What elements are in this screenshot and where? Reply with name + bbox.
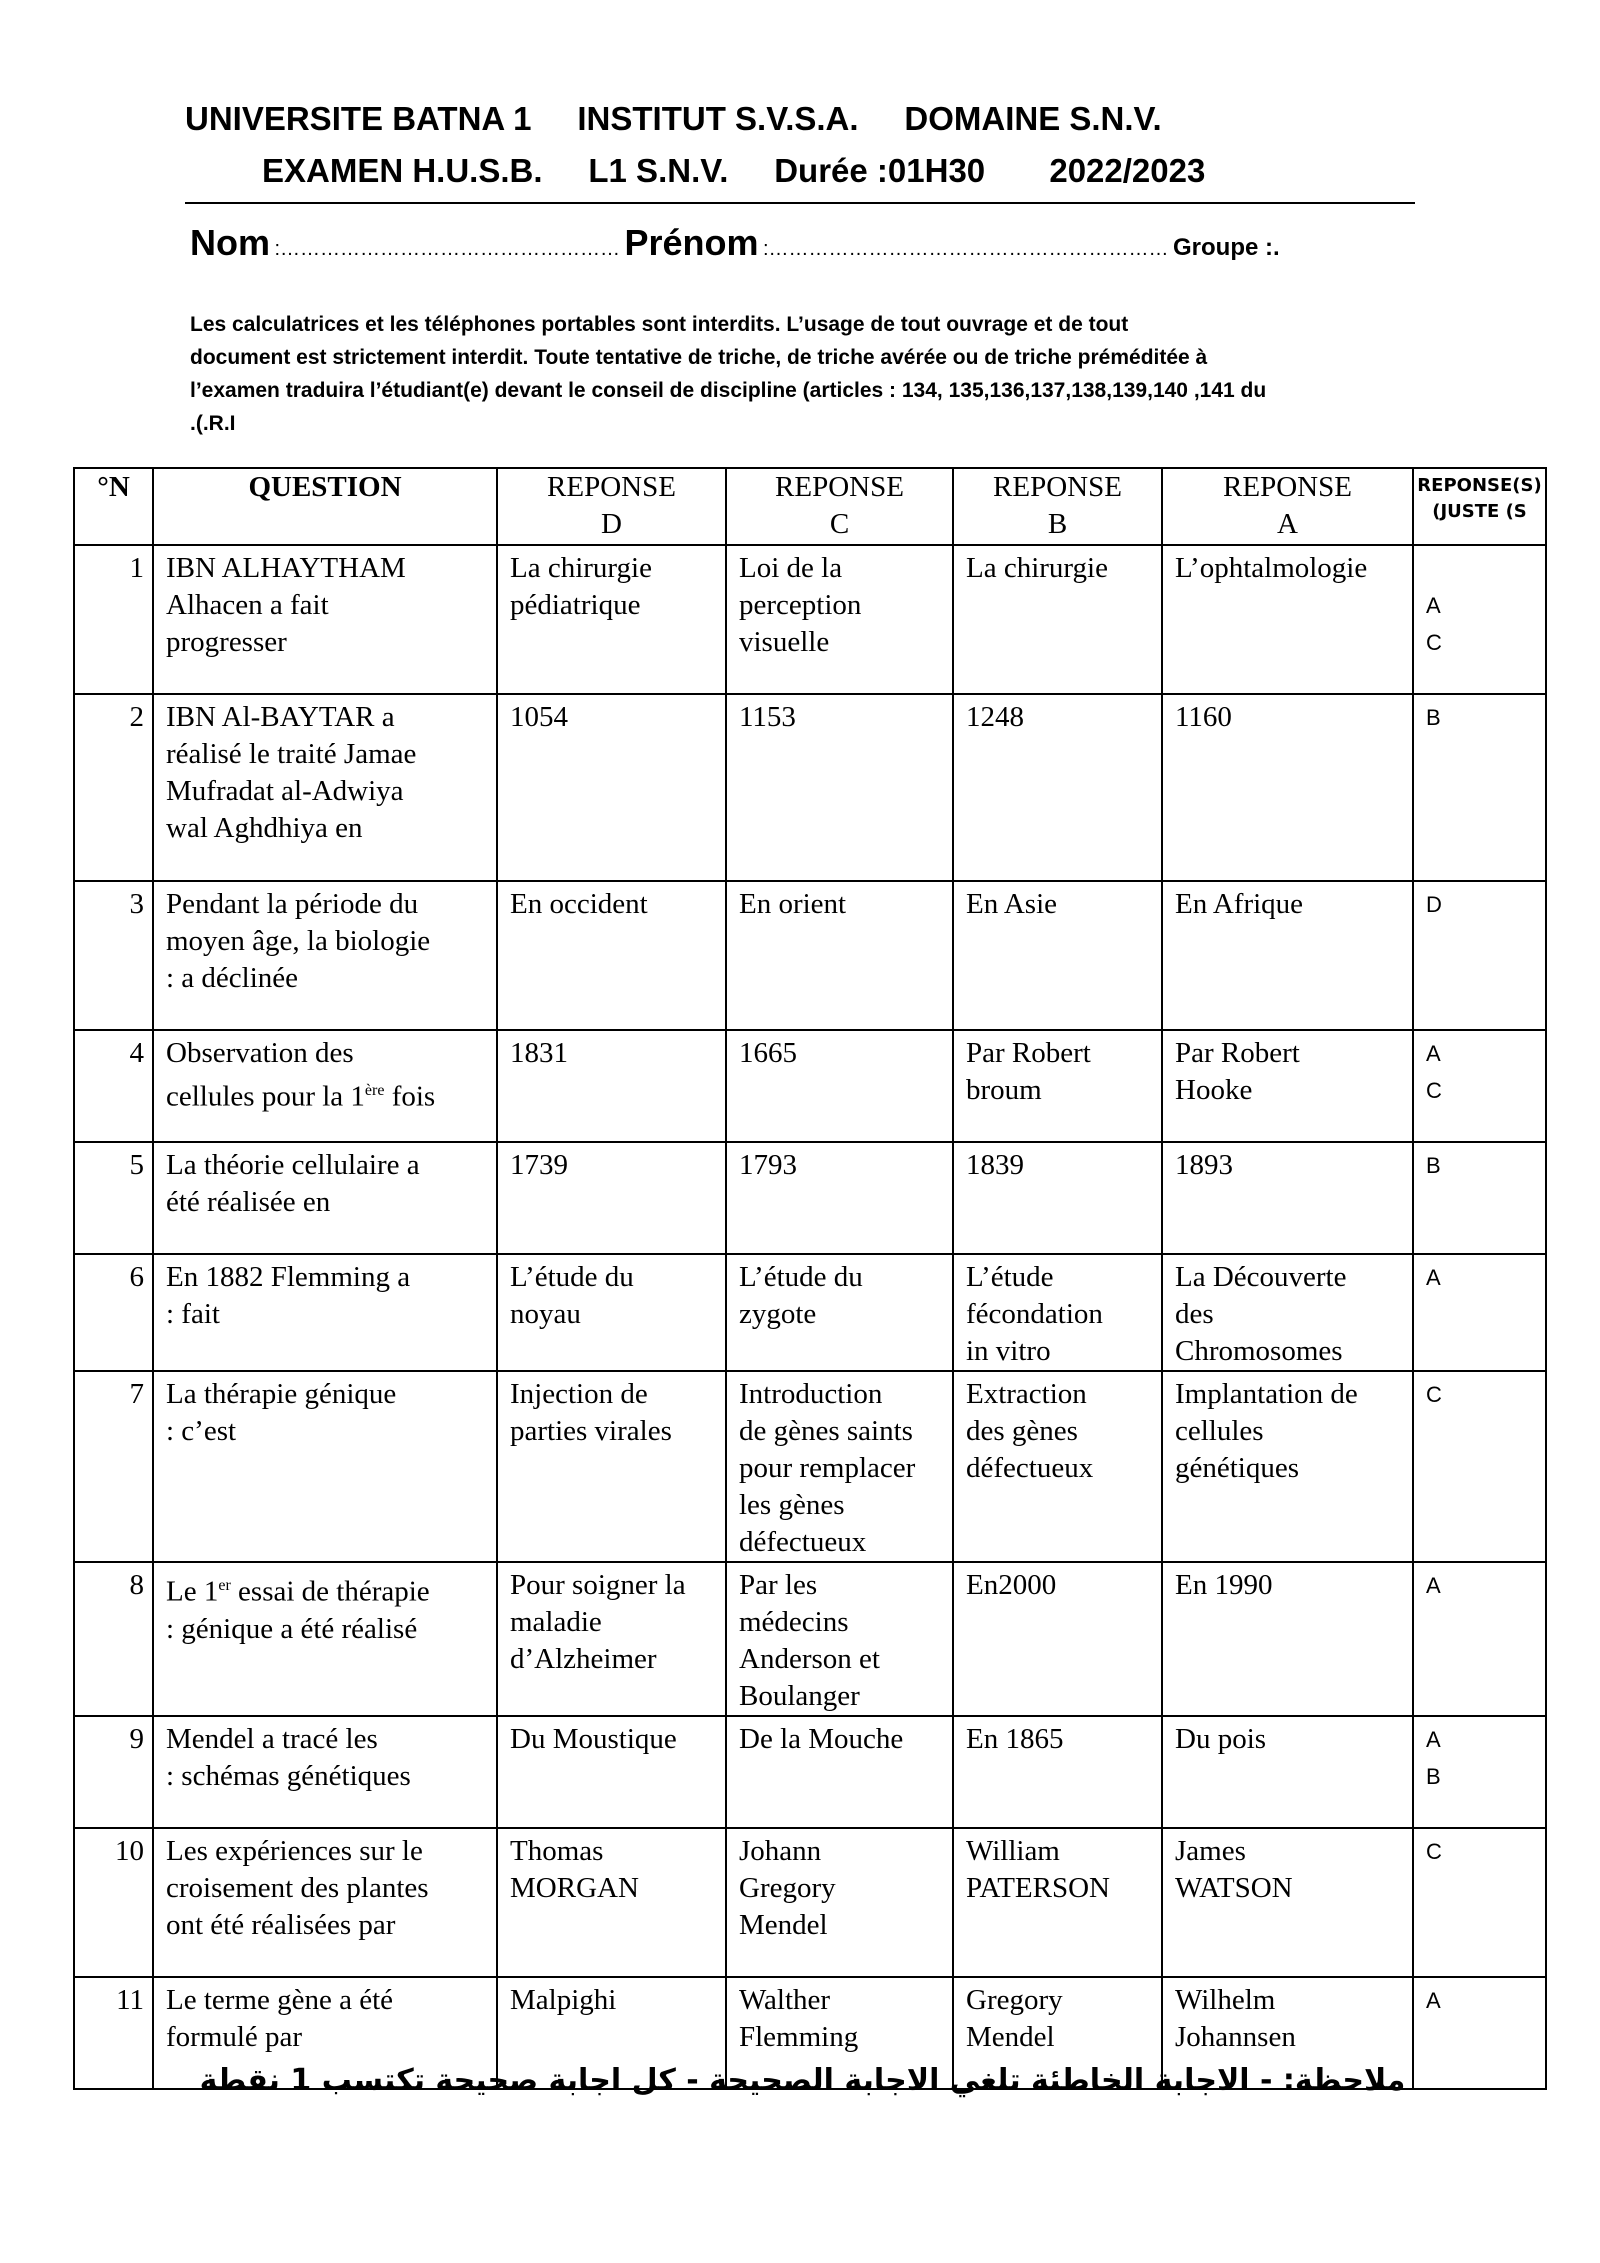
- question-cell: [153, 1142, 497, 1254]
- cell-line: Walther: [739, 1984, 831, 2016]
- nom-field[interactable]: :……………………………………………: [274, 238, 621, 260]
- number-cell: 5: [74, 1142, 153, 1254]
- correct-answer-cell: [1413, 1142, 1546, 1254]
- cell-line: MORGAN: [510, 1872, 639, 1904]
- question-cell: [153, 545, 497, 694]
- cell-line: En occident: [510, 888, 648, 920]
- cell-line: La chirurgie: [966, 552, 1108, 584]
- number-cell: 2: [74, 694, 153, 881]
- answer-a-cell: [1162, 1716, 1413, 1828]
- prenom-field[interactable]: :……………………………………………………: [762, 238, 1169, 260]
- cell-line: De la Mouche: [739, 1723, 904, 1755]
- instruction-line: l’examen traduira l’étudiant(e) devant le conseil de discipline (articles : 134, 135,136,137,138,139,140 ,141 du: [190, 379, 1267, 402]
- answer-b-cell: [953, 1371, 1162, 1562]
- answer-c-cell: [726, 1716, 953, 1828]
- header-letter: A: [1277, 508, 1298, 540]
- answer-d-cell: [497, 1562, 726, 1716]
- answer-b-cell: [953, 545, 1162, 694]
- cell-line: Johann: [739, 1835, 822, 1867]
- cell-line: Les expériences sur le: [166, 1835, 423, 1867]
- cell-line: des gènes: [966, 1415, 1078, 1447]
- cell-line: Implantation de: [1175, 1378, 1358, 1410]
- answer-b-cell: [953, 694, 1162, 881]
- header-label: REPONSE: [993, 471, 1122, 503]
- header-label: REPONSE: [1223, 471, 1352, 503]
- cell-line: : génique a été réalisé: [166, 1612, 418, 1645]
- cell-line: Chromosomes: [1175, 1335, 1343, 1367]
- cell-line: 1248: [966, 701, 1024, 733]
- table-row: [74, 694, 1546, 881]
- cell-line: A: [1426, 1573, 1441, 1598]
- cell-line: 1153: [739, 701, 796, 733]
- table-row: [74, 1030, 1546, 1142]
- cell-line: moyen âge, la biologie: [166, 925, 431, 957]
- answer-d-cell: [497, 1828, 726, 1977]
- number-cell: 1: [74, 545, 153, 694]
- cell-line: L’étude du: [739, 1261, 863, 1293]
- cell-line: formulé par: [166, 2021, 303, 2053]
- cell-line: : c’est: [166, 1415, 237, 1447]
- cell-line: A: [1426, 1265, 1441, 1290]
- correct-answer-cell: [1413, 1716, 1546, 1828]
- answer-d-cell: [497, 1142, 726, 1254]
- number-cell: 4: [74, 1030, 153, 1142]
- number-cell: 8: [74, 1562, 153, 1716]
- header-letter: C: [829, 508, 850, 540]
- correct-answer-cell: [1413, 1828, 1546, 1977]
- cell-line: des: [1175, 1298, 1214, 1330]
- cell-line: Par Robert: [1175, 1037, 1300, 1069]
- cell-line: L’étude du: [510, 1261, 634, 1293]
- question-cell: [153, 1716, 497, 1828]
- cell-line: Pour soigner la: [510, 1569, 686, 1601]
- header-reponse-a: [1162, 468, 1413, 545]
- header-line-1: UNIVERSITE BATNA 1 INSTITUT S.V.S.A. DOMAINE S.N.V.: [185, 100, 1162, 137]
- table-row: [74, 1716, 1546, 1828]
- cell-line: cellules: [1175, 1415, 1264, 1447]
- table-row: [74, 1254, 1546, 1371]
- header-label: (JUSTE (S: [1432, 501, 1527, 522]
- correct-answer-cell: [1413, 545, 1546, 694]
- cell-line: Observation des: [166, 1037, 354, 1069]
- cell-line: La thérapie génique: [166, 1378, 397, 1410]
- cell-line: A: [1426, 1988, 1441, 2013]
- answer-c-cell: [726, 1371, 953, 1562]
- number-cell: 6: [74, 1254, 153, 1371]
- answer-a-cell: [1162, 545, 1413, 694]
- cell-line: Le terme gène a été: [166, 1984, 394, 2016]
- header-answers: [1413, 468, 1546, 545]
- cell-line: La théorie cellulaire a: [166, 1149, 420, 1181]
- cell-line: ont été réalisées par: [166, 1909, 396, 1941]
- cell-line: En Afrique: [1175, 888, 1304, 920]
- correct-answer-cell: [1413, 1254, 1546, 1371]
- answer-a-cell: [1162, 1030, 1413, 1142]
- cell-line: B: [1426, 1764, 1441, 1789]
- cell-line: pour remplacer: [739, 1452, 916, 1484]
- header-reponse-d: [497, 468, 726, 545]
- cell-line: Mendel: [966, 2021, 1055, 2053]
- cell-line: Hooke: [1175, 1074, 1253, 1106]
- header-letter: B: [1047, 508, 1068, 540]
- number-cell: 3: [74, 881, 153, 1030]
- answer-b-cell: [953, 1716, 1162, 1828]
- cell-line: été réalisée en: [166, 1186, 331, 1218]
- prenom-label: Prénom: [624, 222, 759, 263]
- cell-line: croisement des plantes: [166, 1872, 429, 1904]
- number-cell: 10: [74, 1828, 153, 1977]
- cell-line: En 1865: [966, 1723, 1064, 1755]
- cell-line: D: [1426, 892, 1442, 917]
- cell-line: C: [1426, 630, 1442, 655]
- cell-line: visuelle: [739, 626, 830, 658]
- cell-line: Injection de: [510, 1378, 648, 1410]
- answer-d-cell: [497, 1716, 726, 1828]
- cell-line: Flemming: [739, 2021, 859, 2053]
- cell-line: cellules pour la 1ère fois: [166, 1080, 436, 1113]
- exam-table: [73, 467, 1547, 2090]
- answer-c-cell: [726, 1142, 953, 1254]
- cell-line: progresser: [166, 626, 287, 658]
- table-row: [74, 1828, 1546, 1977]
- cell-line: A: [1426, 1727, 1441, 1752]
- answer-d-cell: [497, 881, 726, 1030]
- cell-line: : fait: [166, 1298, 220, 1330]
- header-line-2: EXAMEN H.U.S.B. L1 S.N.V. Durée :01H30 2022/2023: [262, 152, 1206, 189]
- cell-line: : schémas génétiques: [166, 1760, 411, 1792]
- question-cell: [153, 881, 497, 1030]
- table-header-row: [74, 468, 1546, 545]
- cell-line: défectueux: [966, 1452, 1094, 1484]
- cell-line: La Découverte: [1175, 1261, 1347, 1293]
- cell-line: d’Alzheimer: [510, 1643, 657, 1675]
- cell-line: 1160: [1175, 701, 1232, 733]
- cell-line: En2000: [966, 1569, 1057, 1601]
- header-label: REPONSE(S): [1417, 475, 1542, 496]
- question-cell: [153, 1828, 497, 1977]
- answer-c-cell: [726, 545, 953, 694]
- cell-line: A: [1426, 1041, 1441, 1066]
- question-cell: [153, 1254, 497, 1371]
- cell-line: 1665: [739, 1037, 797, 1069]
- header-divider: [185, 202, 1415, 204]
- answer-c-cell: [726, 1562, 953, 1716]
- cell-line: Anderson et: [739, 1643, 880, 1675]
- cell-line: parties virales: [510, 1415, 672, 1447]
- table-row: [74, 881, 1546, 1030]
- correct-answer-cell: [1413, 881, 1546, 1030]
- question-cell: [153, 1562, 497, 1716]
- cell-line: Mendel: [739, 1909, 828, 1941]
- cell-line: médecins: [739, 1606, 849, 1638]
- cell-line: Par Robert: [966, 1037, 1091, 1069]
- instruction-line: document est strictement interdit. Toute tentative de triche, de triche avérée ou de triche préméditée à: [190, 346, 1208, 369]
- cell-line: PATERSON: [966, 1872, 1110, 1904]
- cell-line: pédiatrique: [510, 589, 641, 621]
- answer-d-cell: [497, 545, 726, 694]
- cell-line: William: [966, 1835, 1060, 1867]
- cell-line: C: [1426, 1078, 1442, 1103]
- instruction-line: Les calculatrices et les téléphones portables sont interdits. L’usage de tout ouvrage et de tout: [190, 313, 1129, 336]
- answer-b-cell: [953, 881, 1162, 1030]
- cell-line: WATSON: [1175, 1872, 1293, 1904]
- header-reponse-c: [726, 468, 953, 545]
- cell-line: B: [1426, 1153, 1441, 1178]
- instruction-line: .(.R.I: [190, 412, 236, 435]
- exam-table-body: [74, 545, 1546, 2089]
- cell-line: Du pois: [1175, 1723, 1267, 1755]
- question-cell: [153, 1371, 497, 1562]
- answer-b-cell: [953, 1030, 1162, 1142]
- cell-line: En 1882 Flemming a: [166, 1261, 411, 1293]
- cell-line: Extraction: [966, 1378, 1087, 1410]
- cell-line: IBN Al-BAYTAR a: [166, 701, 395, 733]
- cell-line: les gènes: [739, 1489, 845, 1521]
- answer-d-cell: [497, 1254, 726, 1371]
- answer-a-cell: [1162, 1562, 1413, 1716]
- cell-line: Le 1er essai de thérapie: [166, 1575, 430, 1608]
- cell-line: Wilhelm: [1175, 1984, 1276, 2016]
- cell-line: fécondation: [966, 1298, 1103, 1330]
- cell-line: Boulanger: [739, 1680, 860, 1712]
- cell-line: Thomas: [510, 1835, 604, 1867]
- answer-a-cell: [1162, 1371, 1413, 1562]
- cell-line: Loi de la: [739, 552, 843, 584]
- answer-b-cell: [953, 1562, 1162, 1716]
- cell-line: C: [1426, 1382, 1442, 1407]
- cell-line: Du Moustique: [510, 1723, 677, 1755]
- cell-line: A: [1426, 593, 1441, 618]
- cell-line: wal Aghdhiya en: [166, 812, 363, 844]
- table-row: [74, 545, 1546, 694]
- answer-b-cell: [953, 1828, 1162, 1977]
- correct-answer-cell: [1413, 1030, 1546, 1142]
- answer-d-cell: [497, 694, 726, 881]
- header-label: REPONSE: [547, 471, 676, 503]
- cell-line: Johannsen: [1175, 2021, 1296, 2053]
- cell-line: James: [1175, 1835, 1246, 1867]
- header-label: REPONSE: [775, 471, 904, 503]
- cell-line: Gregory: [966, 1984, 1063, 2016]
- answer-a-cell: [1162, 1142, 1413, 1254]
- correct-answer-cell: [1413, 1562, 1546, 1716]
- answer-c-cell: [726, 1254, 953, 1371]
- cell-line: Mufradat al-Adwiya: [166, 775, 404, 807]
- answer-c-cell: [726, 694, 953, 881]
- correct-answer-cell: [1413, 694, 1546, 881]
- cell-line: in vitro: [966, 1335, 1051, 1367]
- cell-line: En Asie: [966, 888, 1058, 920]
- table-row: [74, 1562, 1546, 1716]
- answer-a-cell: [1162, 881, 1413, 1030]
- cell-line: B: [1426, 705, 1441, 730]
- cell-line: En 1990: [1175, 1569, 1273, 1601]
- cell-line: 1793: [739, 1149, 797, 1181]
- header-number: °N: [74, 468, 153, 545]
- header-letter: D: [601, 508, 622, 540]
- cell-line: broum: [966, 1074, 1042, 1106]
- cell-line: Pendant la période du: [166, 888, 419, 920]
- question-cell: [153, 694, 497, 881]
- answer-b-cell: [953, 1254, 1162, 1371]
- groupe-label: Groupe :.: [1172, 234, 1280, 261]
- cell-line: 1893: [1175, 1149, 1233, 1181]
- cell-line: : a déclinée: [166, 962, 299, 994]
- cell-line: L’étude: [966, 1261, 1054, 1293]
- question-cell: [153, 1030, 497, 1142]
- table-row: [74, 1142, 1546, 1254]
- cell-line: La chirurgie: [510, 552, 652, 584]
- cell-line: Alhacen a fait: [166, 589, 329, 621]
- answer-b-cell: [953, 1142, 1162, 1254]
- nom-label: Nom: [190, 222, 270, 263]
- cell-line: maladie: [510, 1606, 602, 1638]
- grading-note: ملاحظة: - الاجابة الخاطئة تلغي الاجابة الصحيحة - كل اجابة صحيحة تكتسب 1 نقطة: [199, 2063, 1406, 2098]
- cell-line: défectueux: [739, 1526, 867, 1558]
- cell-line: L’ophtalmologie: [1175, 552, 1368, 584]
- number-cell: 9: [74, 1716, 153, 1828]
- correct-answer-cell: [1413, 1977, 1546, 2089]
- cell-line: [1426, 550, 1537, 587]
- cell-line: noyau: [510, 1298, 581, 1330]
- answer-d-cell: [497, 1030, 726, 1142]
- answer-c-cell: [726, 1030, 953, 1142]
- cell-line: Gregory: [739, 1872, 836, 1904]
- cell-line: génétiques: [1175, 1452, 1300, 1484]
- cell-line: C: [1426, 1839, 1442, 1864]
- cell-line: 1839: [966, 1149, 1024, 1181]
- table-row: [74, 1371, 1546, 1562]
- header-question: QUESTION: [153, 468, 497, 545]
- identity-row: [190, 222, 1420, 264]
- cell-line: 1054: [510, 701, 568, 733]
- correct-answer-cell: [1413, 1371, 1546, 1562]
- exam-instructions: [190, 308, 1415, 440]
- cell-line: En orient: [739, 888, 847, 920]
- answer-c-cell: [726, 881, 953, 1030]
- cell-line: Introduction: [739, 1378, 883, 1410]
- answer-a-cell: [1162, 694, 1413, 881]
- cell-line: Mendel a tracé les: [166, 1723, 378, 1755]
- cell-line: IBN ALHAYTHAM: [166, 552, 406, 584]
- answer-d-cell: [497, 1371, 726, 1562]
- cell-line: Par les: [739, 1569, 818, 1601]
- cell-line: 1739: [510, 1149, 568, 1181]
- header-reponse-b: [953, 468, 1162, 545]
- answer-c-cell: [726, 1828, 953, 1977]
- cell-line: réalisé le traité Jamae: [166, 738, 417, 770]
- cell-line: 1831: [510, 1037, 568, 1069]
- cell-line: Malpighi: [510, 1984, 617, 2016]
- answer-a-cell: [1162, 1828, 1413, 1977]
- number-cell: 7: [74, 1371, 153, 1562]
- cell-line: perception: [739, 589, 862, 621]
- answer-a-cell: [1162, 1254, 1413, 1371]
- cell-line: de gènes saints: [739, 1415, 913, 1447]
- cell-line: zygote: [739, 1298, 817, 1330]
- number-cell: 11: [74, 1977, 153, 2089]
